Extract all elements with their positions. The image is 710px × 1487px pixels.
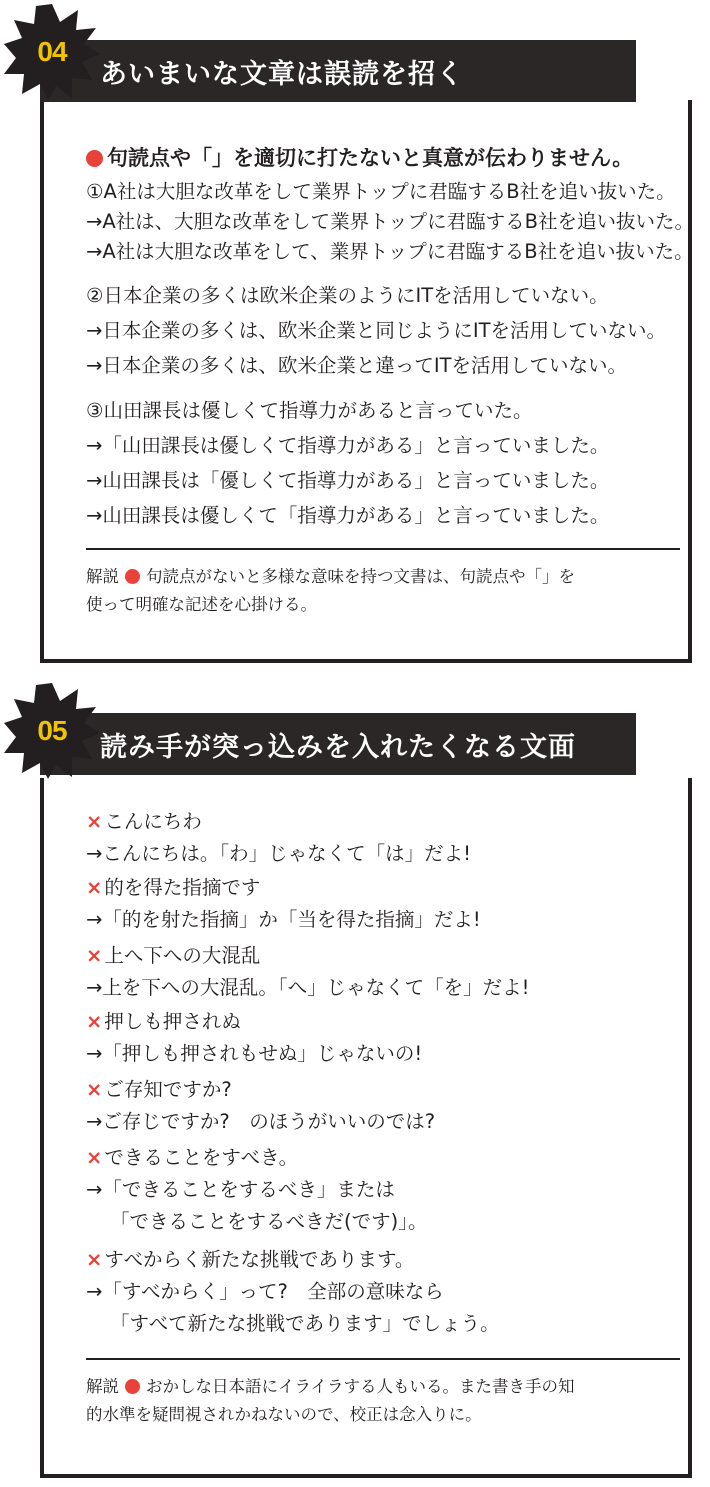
x-mark-icon: × [86,876,103,899]
example-line: →A社は、大胆な改革をして業界トップに君臨するB社を追い抜いた。 [86,210,694,233]
x-mark-icon: × [86,1248,103,1271]
example-line: ②日本企業の多くは欧米企業のようにITを活用していない。 [86,284,609,307]
bad-example: × 上へ下への大混乱 [86,944,261,967]
section-number: 04 [37,36,67,67]
divider [86,1358,680,1360]
example-line: ①A社は大胆な改革をして業界トップに君臨するB社を追い抜いた。 [86,180,676,203]
x-mark-icon: × [86,1078,103,1101]
example-line: ③山田課長は優しくて指導力があると言っていた。 [86,399,533,422]
section-title-bar [40,713,636,775]
x-mark-icon: × [86,944,103,967]
correction: →「押しも押されもせぬ」じゃないの! [86,1042,423,1065]
section-number-badge [4,4,100,100]
section-number-badge [4,683,100,779]
correction: 「できることをするべきだ(です)」。 [110,1210,428,1233]
correction: →「できることをするべき」または [86,1178,395,1201]
correction: →上を下への大混乱。「へ」じゃなくて「を」だよ! [86,976,530,999]
red-dot-icon [125,1379,140,1394]
bad-example: × こんにちわ [86,810,202,833]
section-title: 読み手が突っ込みを入れたくなる文面 [100,731,576,763]
correction: 「すべて新たな挑戦であります」でしょう。 [110,1312,500,1335]
commentary-label: 解説 [86,1377,119,1396]
lead-line: 句読点や「」を適切に打たないと真意が伝わりません。 [86,144,633,172]
commentary: 解説 おかしな日本語にイライラする人もいる。また書き手の知 的水準を疑問視されかねないので、校正は念入りに。 [86,1377,575,1424]
section-title-bar [40,40,636,102]
example-line: →山田課長は優しくて「指導力がある」と言っていました。 [86,504,610,527]
section-05-box [40,778,692,1478]
correction: →ご存じですか? のほうがいいのでは? [86,1110,436,1133]
section-title: あいまいな文章は誤読を招く [100,58,464,90]
section-05 [0,685,710,1487]
section-04 [0,0,710,665]
example-line: →A社は大胆な改革をして、業界トップに君臨するB社を追い抜いた。 [86,240,694,263]
correction: →「的を射た指摘」か「当を得た指摘」だよ! [86,908,481,931]
correction: →こんにちは。「わ」じゃなくて「は」だよ! [86,842,471,865]
section-number: 05 [37,715,67,746]
correction: →「すべからく」って? 全部の意味なら [86,1280,444,1303]
commentary: 解説 句読点がないと多様な意味を持つ文書は、句読点や「」を 使って明確な記述を心掛ける。 [86,567,575,614]
red-dot-icon [125,569,140,584]
example-line: →日本企業の多くは、欧米企業と違ってITを活用していない。 [86,354,628,377]
red-dot-icon [86,150,103,167]
commentary-label: 解説 [86,567,119,586]
divider [86,548,680,550]
bad-example: × できることをすべき。 [86,1146,299,1169]
x-mark-icon: × [86,1010,103,1033]
bad-example: × 的を得た指摘です [86,876,261,899]
example-line: →山田課長は「優しくて指導力がある」と言っていました。 [86,469,610,492]
x-mark-icon: × [86,810,103,833]
section-04-box [40,100,692,663]
bad-example: × 押しも押されぬ [86,1010,241,1033]
bad-example: × すべからく新たな挑戦であります。 [86,1248,415,1271]
example-line: →「山田課長は優しくて指導力がある」と言っていました。 [86,434,610,457]
bad-example: × ご存知ですか? [86,1078,232,1101]
x-mark-icon: × [86,1146,103,1169]
example-line: →日本企業の多くは、欧米企業と同じようにITを活用していない。 [86,319,667,342]
